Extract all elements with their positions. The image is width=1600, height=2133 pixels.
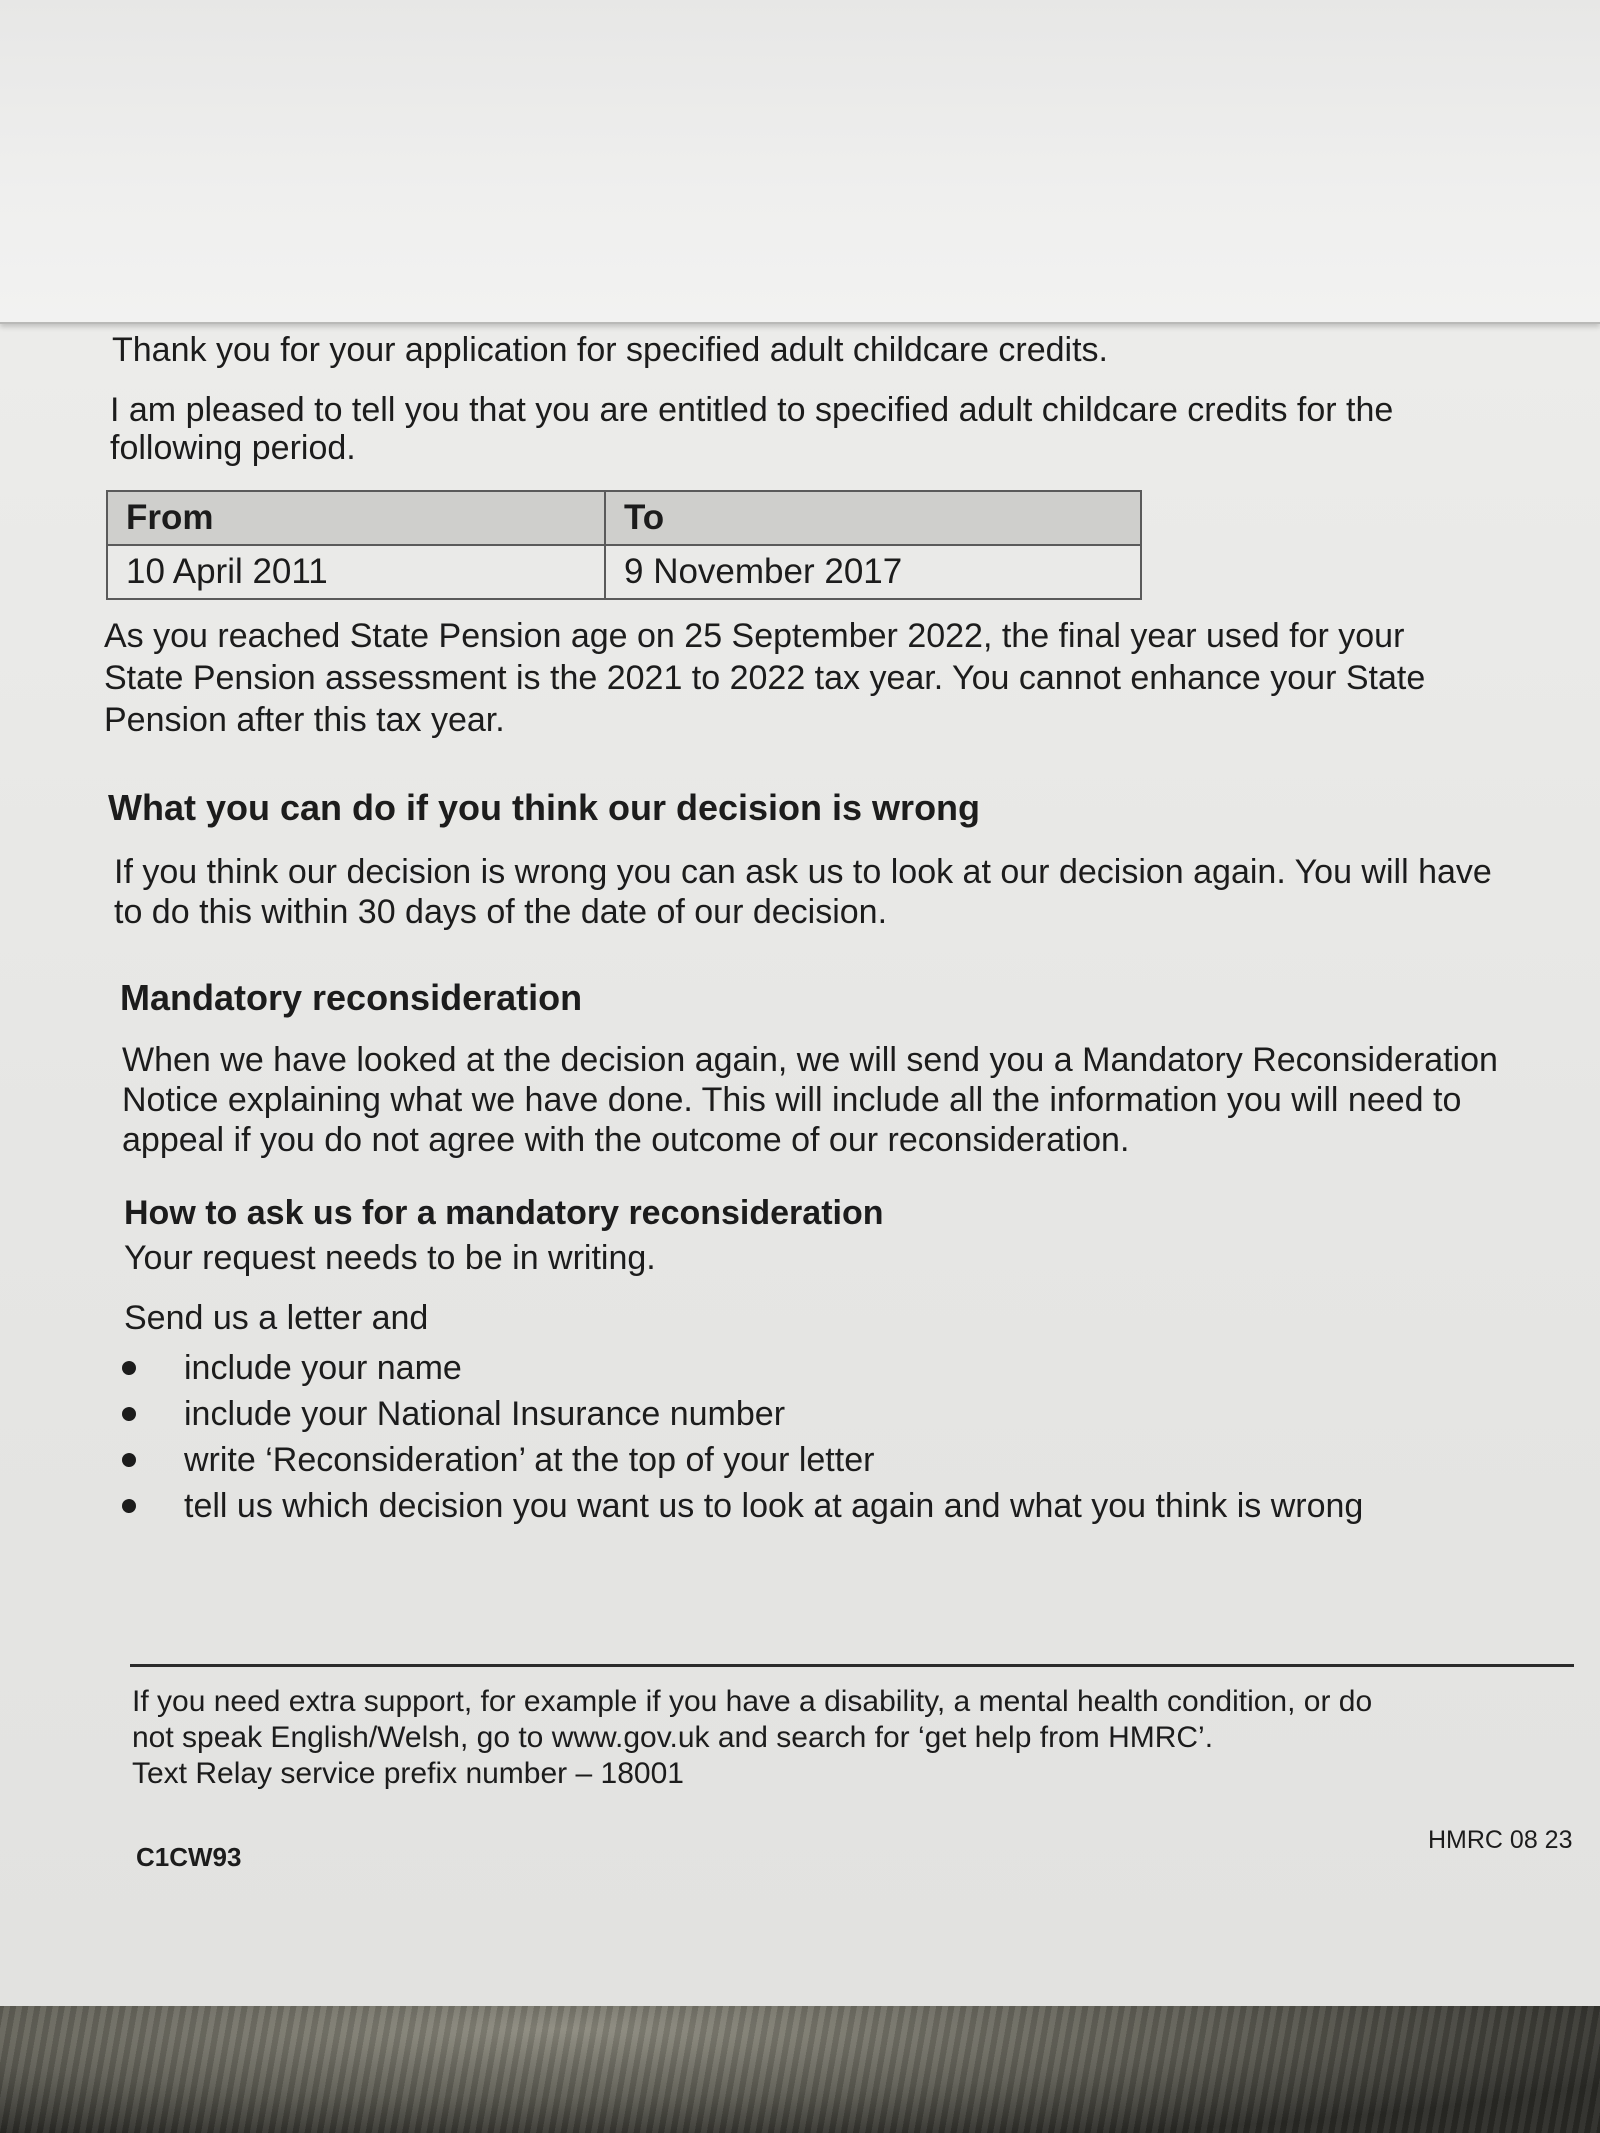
- wrong-text-line-1: If you think our decision is wrong you can ask us to look at our decision again. You will have: [114, 853, 1492, 891]
- to-header: To: [605, 491, 1141, 545]
- bullet-text: tell us which decision you want us to look at again and what you think is wrong: [184, 1487, 1364, 1525]
- bullet-icon: [122, 1453, 136, 1467]
- folded-flap: [0, 0, 1600, 324]
- to-date: 9 November 2017: [605, 545, 1141, 599]
- support-line-2: not speak English/Welsh, go to www.gov.uk and search for ‘get help from HMRC’.: [132, 1721, 1214, 1754]
- from-header: From: [107, 491, 605, 545]
- how-to-ask-heading: How to ask us for a mandatory reconsideration: [124, 1194, 884, 1232]
- bullet-icon: [122, 1407, 136, 1421]
- pension-line-1: As you reached State Pension age on 25 September 2022, the final year used for your: [104, 617, 1405, 655]
- mr-text-line-3: appeal if you do not agree with the outcome of our reconsideration.: [122, 1121, 1130, 1159]
- wrong-text-line-2: to do this within 30 days of the date of our decision.: [114, 893, 888, 931]
- support-line-1: If you need extra support, for example if you have a disability, a mental health condition, or do: [132, 1685, 1373, 1718]
- entitled-line-2: following period.: [110, 429, 356, 467]
- bullet-icon: [122, 1499, 136, 1513]
- footer-divider: [130, 1664, 1574, 1667]
- bullet-text: include your name: [184, 1349, 462, 1387]
- list-item: [122, 1483, 1363, 1529]
- pension-line-2: State Pension assessment is the 2021 to 2022 tax year. You cannot enhance your State: [104, 659, 1426, 697]
- period-table: [106, 490, 1142, 600]
- send-letter-text: Send us a letter and: [124, 1299, 429, 1337]
- form-code: C1CW93: [136, 1842, 242, 1872]
- how-to-ask-text: Your request needs to be in writing.: [124, 1239, 656, 1277]
- wrong-decision-heading: What you can do if you think our decision is wrong: [108, 787, 981, 828]
- list-item: [122, 1391, 1363, 1437]
- from-date: 10 April 2011: [107, 545, 605, 599]
- mandatory-reconsideration-heading: Mandatory reconsideration: [120, 977, 583, 1018]
- bullet-text: write ‘Reconsideration’ at the top of your letter: [184, 1441, 875, 1479]
- bullet-text: include your National Insurance number: [184, 1395, 786, 1433]
- bullet-list: [122, 1345, 1363, 1529]
- period-table-header: [107, 491, 1141, 545]
- entitled-line-1: I am pleased to tell you that you are entitled to specified adult childcare credits for the: [110, 391, 1394, 429]
- mr-text-line-1: When we have looked at the decision again, we will send you a Mandatory Reconsideration: [122, 1041, 1498, 1079]
- bullet-icon: [122, 1361, 136, 1375]
- mr-text-line-2: Notice explaining what we have done. This will include all the information you will need to: [122, 1081, 1462, 1119]
- intro-text: Thank you for your application for specified adult childcare credits.: [112, 331, 1108, 369]
- table-row: [107, 545, 1141, 599]
- list-item: [122, 1345, 1363, 1391]
- support-line-3: Text Relay service prefix number – 18001: [132, 1757, 684, 1790]
- form-reference: HMRC 08 23: [1428, 1826, 1573, 1854]
- list-item: [122, 1437, 1363, 1483]
- pension-line-3: Pension after this tax year.: [104, 701, 505, 739]
